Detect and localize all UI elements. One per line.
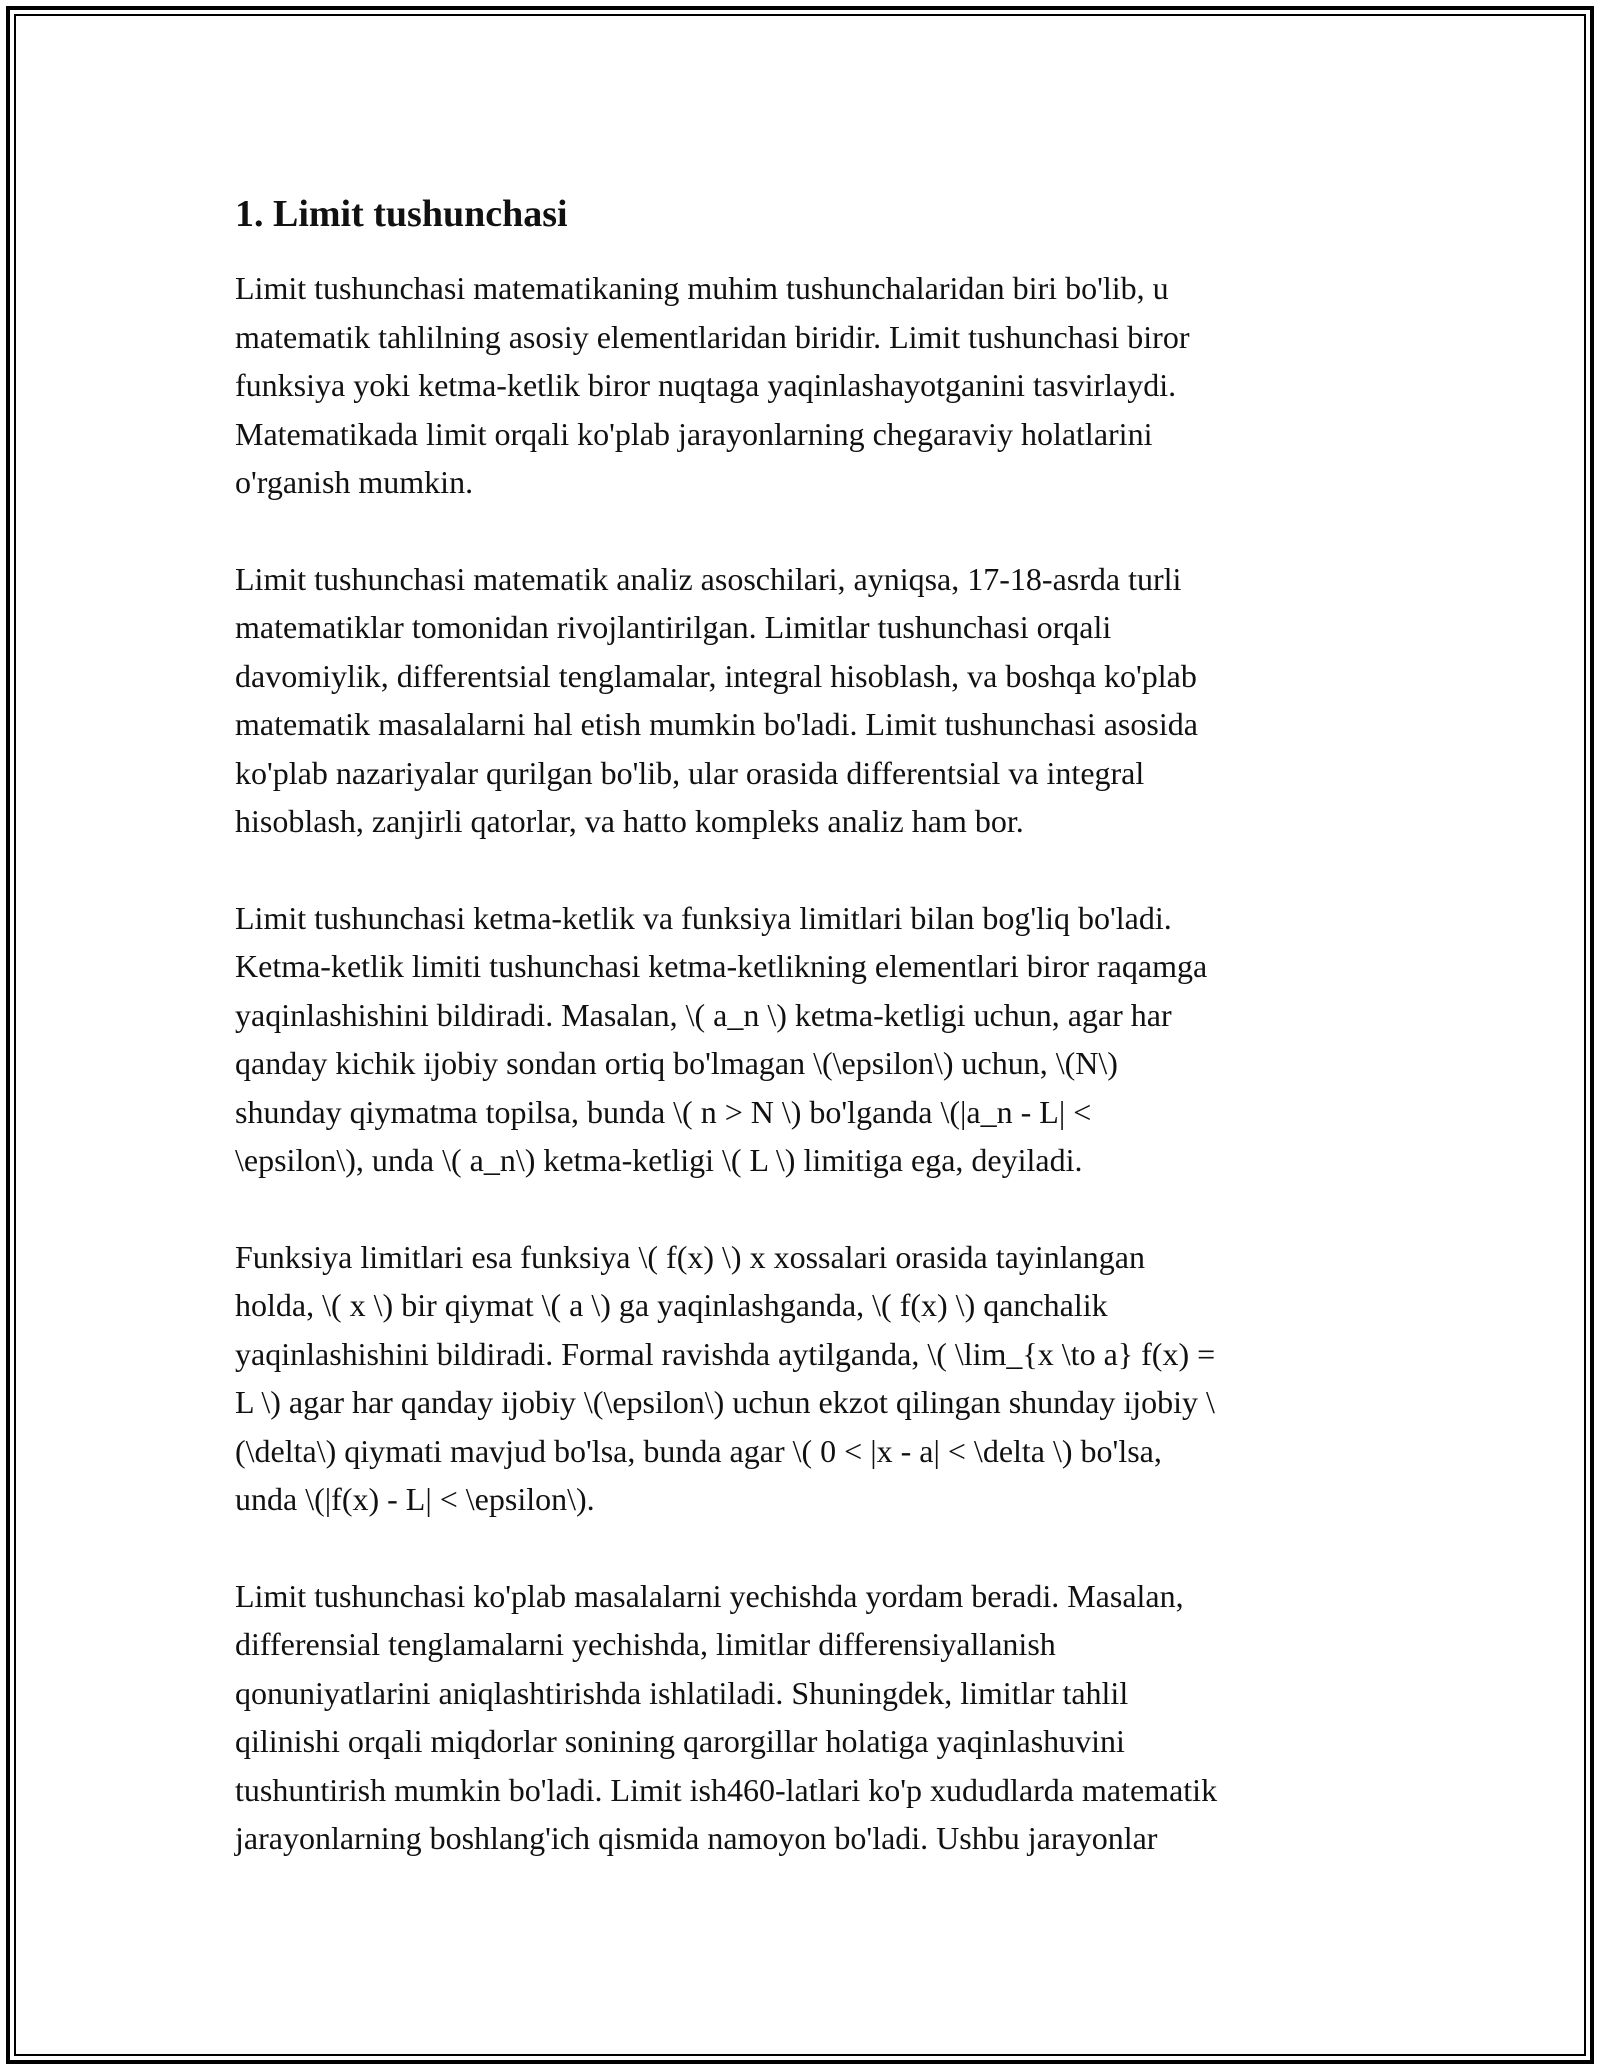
text-line: Funksiya limitlari esa funksiya \( f(x) \) x xossalari orasida tayinlangan	[235, 1238, 1145, 1275]
document-body	[235, 188, 1370, 1911]
text-line: qanday kichik ijobiy sondan ortiq bo'lmagan \(\epsilon\) uchun, \(N\)	[235, 1045, 1118, 1081]
text-line: L \) agar har qanday ijobiy \(\epsilon\) uchun ekzot qilingan shunday ijobiy \	[235, 1384, 1215, 1420]
text-line: Limit tushunchasi matematikaning muhim tushunchalaridan biri bo'lib, u	[235, 270, 1169, 306]
text-line: Limit tushunchasi ko'plab masalalarni yechishda yordam beradi. Masalan,	[235, 1577, 1184, 1614]
text-line: unda \(|f(x) - L| < \epsilon\).	[235, 1481, 595, 1517]
paragraph-1	[235, 264, 1370, 507]
text-line: matematik tahlilning asosiy elementlaridan biridir. Limit tushunchasi biror	[235, 318, 1190, 355]
paragraph-4	[235, 1233, 1370, 1524]
text-line: yaqinlashishini bildiradi. Formal ravishda aytilganda, \( \lim_{x \to a} f(x) =	[235, 1335, 1216, 1372]
text-line: differensial tenglamalarni yechishda, limitlar differensiyallanish	[235, 1626, 1056, 1662]
text-line: \epsilon\), unda \( a_n\) ketma-ketligi \( L \) limitiga ega, deyiladi.	[235, 1142, 1083, 1178]
text-line: davomiylik, differentsial tenglamalar, integral hisoblash, va boshqa ko'plab	[235, 657, 1197, 694]
paragraphs-container	[235, 264, 1370, 1863]
text-line: tushuntirish mumkin bo'ladi. Limit ish460-latlari ko'p xududlarda matematik	[235, 1771, 1218, 1808]
section-heading: 1. Limit tushunchasi	[235, 193, 568, 235]
text-line: Limit tushunchasi ketma-ketlik va funksiya limitlari bilan bog'liq bo'ladi.	[235, 899, 1172, 936]
text-line: ko'plab nazariyalar qurilgan bo'lib, ular orasida differentsial va integral	[235, 754, 1145, 791]
text-line: jarayonlarning boshlang'ich qismida namoyon bo'ladi. Ushbu jarayonlar	[235, 1820, 1158, 1856]
text-line: qilinishi orqali miqdorlar sonining qarorgillar holatiga yaqinlashuvini	[235, 1723, 1125, 1759]
text-line: o'rganish mumkin.	[235, 464, 474, 500]
text-line: matematik masalalarni hal etish mumkin bo'ladi. Limit tushunchasi asosida	[235, 706, 1198, 742]
text-line: Limit tushunchasi matematik analiz asoschilari, ayniqsa, 17-18-asrda turli	[235, 560, 1182, 597]
text-line: Matematikada limit orqali ko'plab jarayonlarning chegaraviy holatlarini	[235, 415, 1153, 452]
text-line: (\delta\) qiymati mavjud bo'lsa, bunda agar \( 0 < |x - a| < \delta \) bo'lsa,	[235, 1432, 1162, 1469]
text-line: shunday qiymatma topilsa, bunda \( n > N \) bo'lganda \(|a_n - L| <	[235, 1093, 1092, 1130]
text-line: yaqinlashishini bildiradi. Masalan, \( a_n \) ketma-ketligi uchun, agar har	[235, 996, 1172, 1033]
text-line: funksiya yoki ketma-ketlik biror nuqtaga yaqinlashayotganini tasvirlaydi.	[235, 367, 1177, 403]
paragraph-5	[235, 1572, 1370, 1863]
text-line: hisoblash, zanjirli qatorlar, va hatto kompleks analiz ham bor.	[235, 803, 1024, 839]
text-line: Ketma-ketlik limiti tushunchasi ketma-ketlikning elementlari biror raqamga	[235, 948, 1208, 984]
text-line: qonuniyatlarini aniqlashtirishda ishlatiladi. Shuningdek, limitlar tahlil	[235, 1674, 1129, 1711]
paragraph-3	[235, 894, 1370, 1185]
text-line: holda, \( x \) bir qiymat \( a \) ga yaqinlashganda, \( f(x) \) qanchalik	[235, 1287, 1108, 1323]
text-line: matematiklar tomonidan rivojlantirilgan. Limitlar tushunchasi orqali	[235, 609, 1112, 645]
paragraph-2	[235, 555, 1370, 846]
